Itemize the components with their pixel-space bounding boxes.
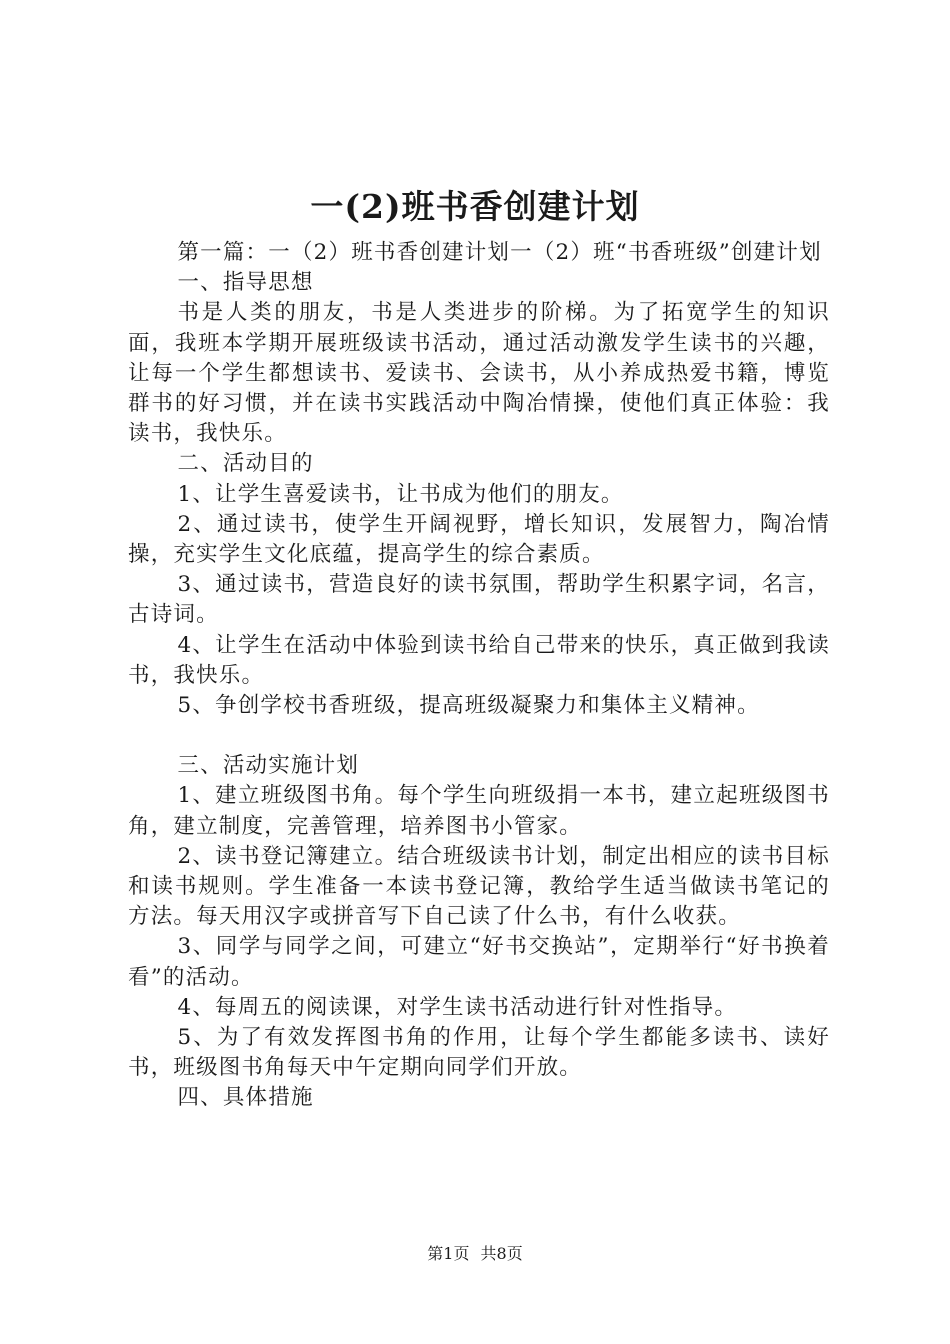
document-title: 一(2)班书香创建计划: [310, 187, 640, 226]
section-heading-guiding-thought: 一、指导思想: [177, 270, 314, 296]
plan-item-1: 1、建立班级图书角。每个学生向班级捐一本书，建立起班级图书角，建立制度，完善管理，培养图书小管家。: [128, 783, 830, 839]
chapter-heading: 第一篇：一（2）班书香创建计划一（2）班“书香班级”创建计划: [177, 240, 822, 265]
page-footer: [0, 1243, 950, 1265]
plan-item-3: 3、同学与同学之间，可建立“好书交换站”，定期举行“好书换着看”的活动。: [128, 934, 830, 990]
goal-item-2: 2、通过读书，使学生开阔视野，增长知识，发展智力，陶冶情操，充实学生文化底蕴，提高学生的综合素质。: [128, 511, 830, 568]
section-heading-activity-goals: 二、活动目的: [177, 451, 314, 477]
goal-item-4: 4、让学生在活动中体验到读书给自己带来的快乐，真正做到我读书，我快乐。: [128, 632, 830, 688]
page-number: 第1页: [427, 1244, 470, 1263]
plan-item-2: 2、读书登记簿建立。结合班级读书计划，制定出相应的读书目标和读书规则。学生准备一本读书登记簿，教给学生适当做读书笔记的方法。每天用汉字或拼音写下自己读了什么书，有什么收获。: [128, 843, 830, 930]
document-body: [128, 238, 830, 1114]
plan-item-5: 5、为了有效发挥图书角的作用，让每个学生都能多读书、读好书，班级图书角每天中午定期向同学们开放。: [128, 1025, 830, 1081]
goal-item-1: 1、让学生喜爱读书，让书成为他们的朋友。: [177, 481, 624, 507]
goal-item-3: 3、通过读书，营造良好的读书氛围，帮助学生积累字词，名言，古诗词。: [128, 572, 830, 628]
plan-item-4: 4、每周五的阅读课，对学生读书活动进行针对性指导。: [177, 994, 738, 1020]
paragraph-guiding-thought: 书是人类的朋友，书是人类进步的阶梯。为了拓宽学生的知识面，我班本学期开展班级读书活动，通过活动激发学生读书的兴趣，让每一个学生都想读书、爱读书、会读书，从小养成热爱书籍，博览群书的好习惯，并在读书实践活动中陶冶情操，使他们真正体验：我读书，我快乐。: [128, 300, 830, 447]
page-total: 共8页: [480, 1244, 523, 1263]
goal-item-5: 5、争创学校书香班级，提高班级凝聚力和集体主义精神。: [177, 693, 760, 719]
section-heading-implementation-plan: 三、活动实施计划: [177, 753, 360, 779]
section-heading-measures: 四、具体措施: [177, 1085, 314, 1111]
